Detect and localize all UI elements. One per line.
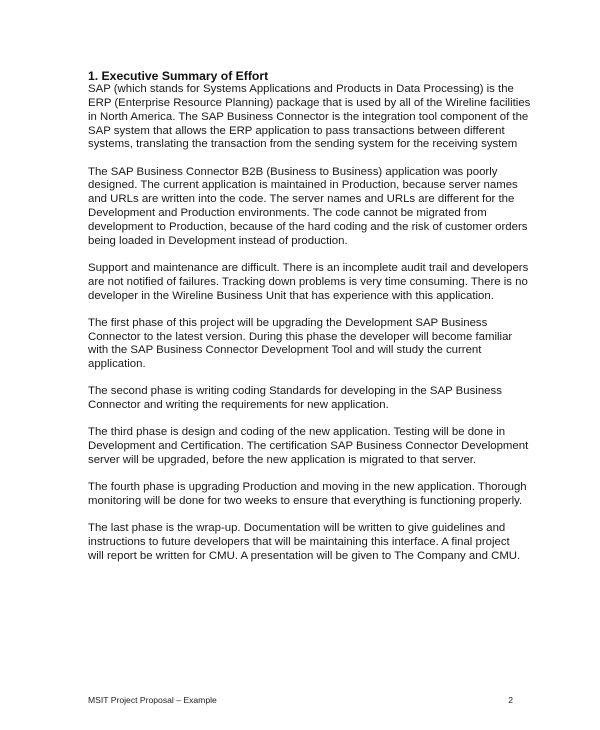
text-line: designed. The current application is maintained in Production, because server names: [88, 179, 518, 192]
document-body: [88, 69, 531, 577]
text-line: Support and maintenance are difficult. There is an incomplete audit trail and developers: [88, 261, 529, 274]
text-line: in North America. The SAP Business Connector is the integration tool component of the: [88, 110, 529, 123]
text-line: Development and Production environments. The code cannot be migrated from: [88, 207, 487, 220]
text-line: development to Production, because of the hard coding and the risk of customer orders: [88, 220, 528, 233]
text-line: Connector to the latest version. During this phase the developer will become familiar: [88, 330, 513, 343]
text-line: will report be written for CMU. A presentation will be given to The Company and CMU.: [88, 549, 521, 562]
page-number: 2: [508, 695, 513, 705]
section-heading: 1. Executive Summary of Effort: [88, 69, 269, 83]
text-line: developer in the Wireline Business Unit that has experience with this application.: [88, 289, 494, 302]
paragraph-fourth-phase: [88, 481, 528, 509]
text-line: are not notified of failures. Tracking down problems is very time consuming. There is no: [88, 275, 528, 288]
text-line: Connector and writing the requirements for new application.: [88, 399, 389, 412]
footer-title: MSIT Project Proposal – Example: [88, 695, 217, 705]
text-line: Development and Certification. The certification SAP Business Connector Development: [88, 440, 529, 453]
paragraph-third-phase: [88, 426, 528, 468]
paragraph-first-phase: [88, 317, 528, 372]
paragraph-sap-overview: [88, 83, 531, 152]
text-line: The first phase of this project will be upgrading the Development SAP Business: [88, 316, 488, 329]
text-line: The fourth phase is upgrading Production and moving in the new application. Thorough: [88, 481, 527, 494]
paragraph-last-phase: [88, 522, 528, 564]
text-line: application.: [88, 358, 146, 371]
text-line: monitoring will be done for two weeks to ensure that everything is functioning properly.: [88, 495, 523, 508]
text-line: being loaded in Development instead of production.: [88, 234, 348, 247]
paragraph-support-maintenance: [88, 262, 528, 304]
text-line: instructions to future developers that will be maintaining this interface. A final project: [88, 536, 510, 549]
text-line: SAP system that allows the ERP application to pass transactions between different: [88, 124, 505, 137]
text-line: The SAP Business Connector B2B (Business to Business) application was poorly: [88, 165, 498, 178]
text-line: systems, translating the transaction from the sending system for the receiving system: [88, 138, 518, 151]
text-line: SAP (which stands for Systems Applications and Products in Data Processing) is the: [88, 83, 514, 95]
paragraph-second-phase: [88, 385, 528, 413]
text-line: server will be upgraded, before the new application is migrated to that server.: [88, 454, 477, 467]
text-line: with the SAP Business Connector Development Tool and will study the current: [88, 344, 482, 357]
paragraph-b2b-design: [88, 166, 528, 249]
text-line: and URLs are written into the code. The server names and URLs are different for the: [88, 193, 515, 206]
text-line: ERP (Enterprise Resource Planning) package that is used by all of the Wireline facilities: [88, 96, 531, 109]
text-line: The last phase is the wrap-up. Documentation will be written to give guidelines and: [88, 522, 506, 535]
text-line: The third phase is design and coding of the new application. Testing will be done in: [88, 426, 506, 439]
text-line: The second phase is writing coding Standards for developing in the SAP Business: [88, 385, 502, 398]
